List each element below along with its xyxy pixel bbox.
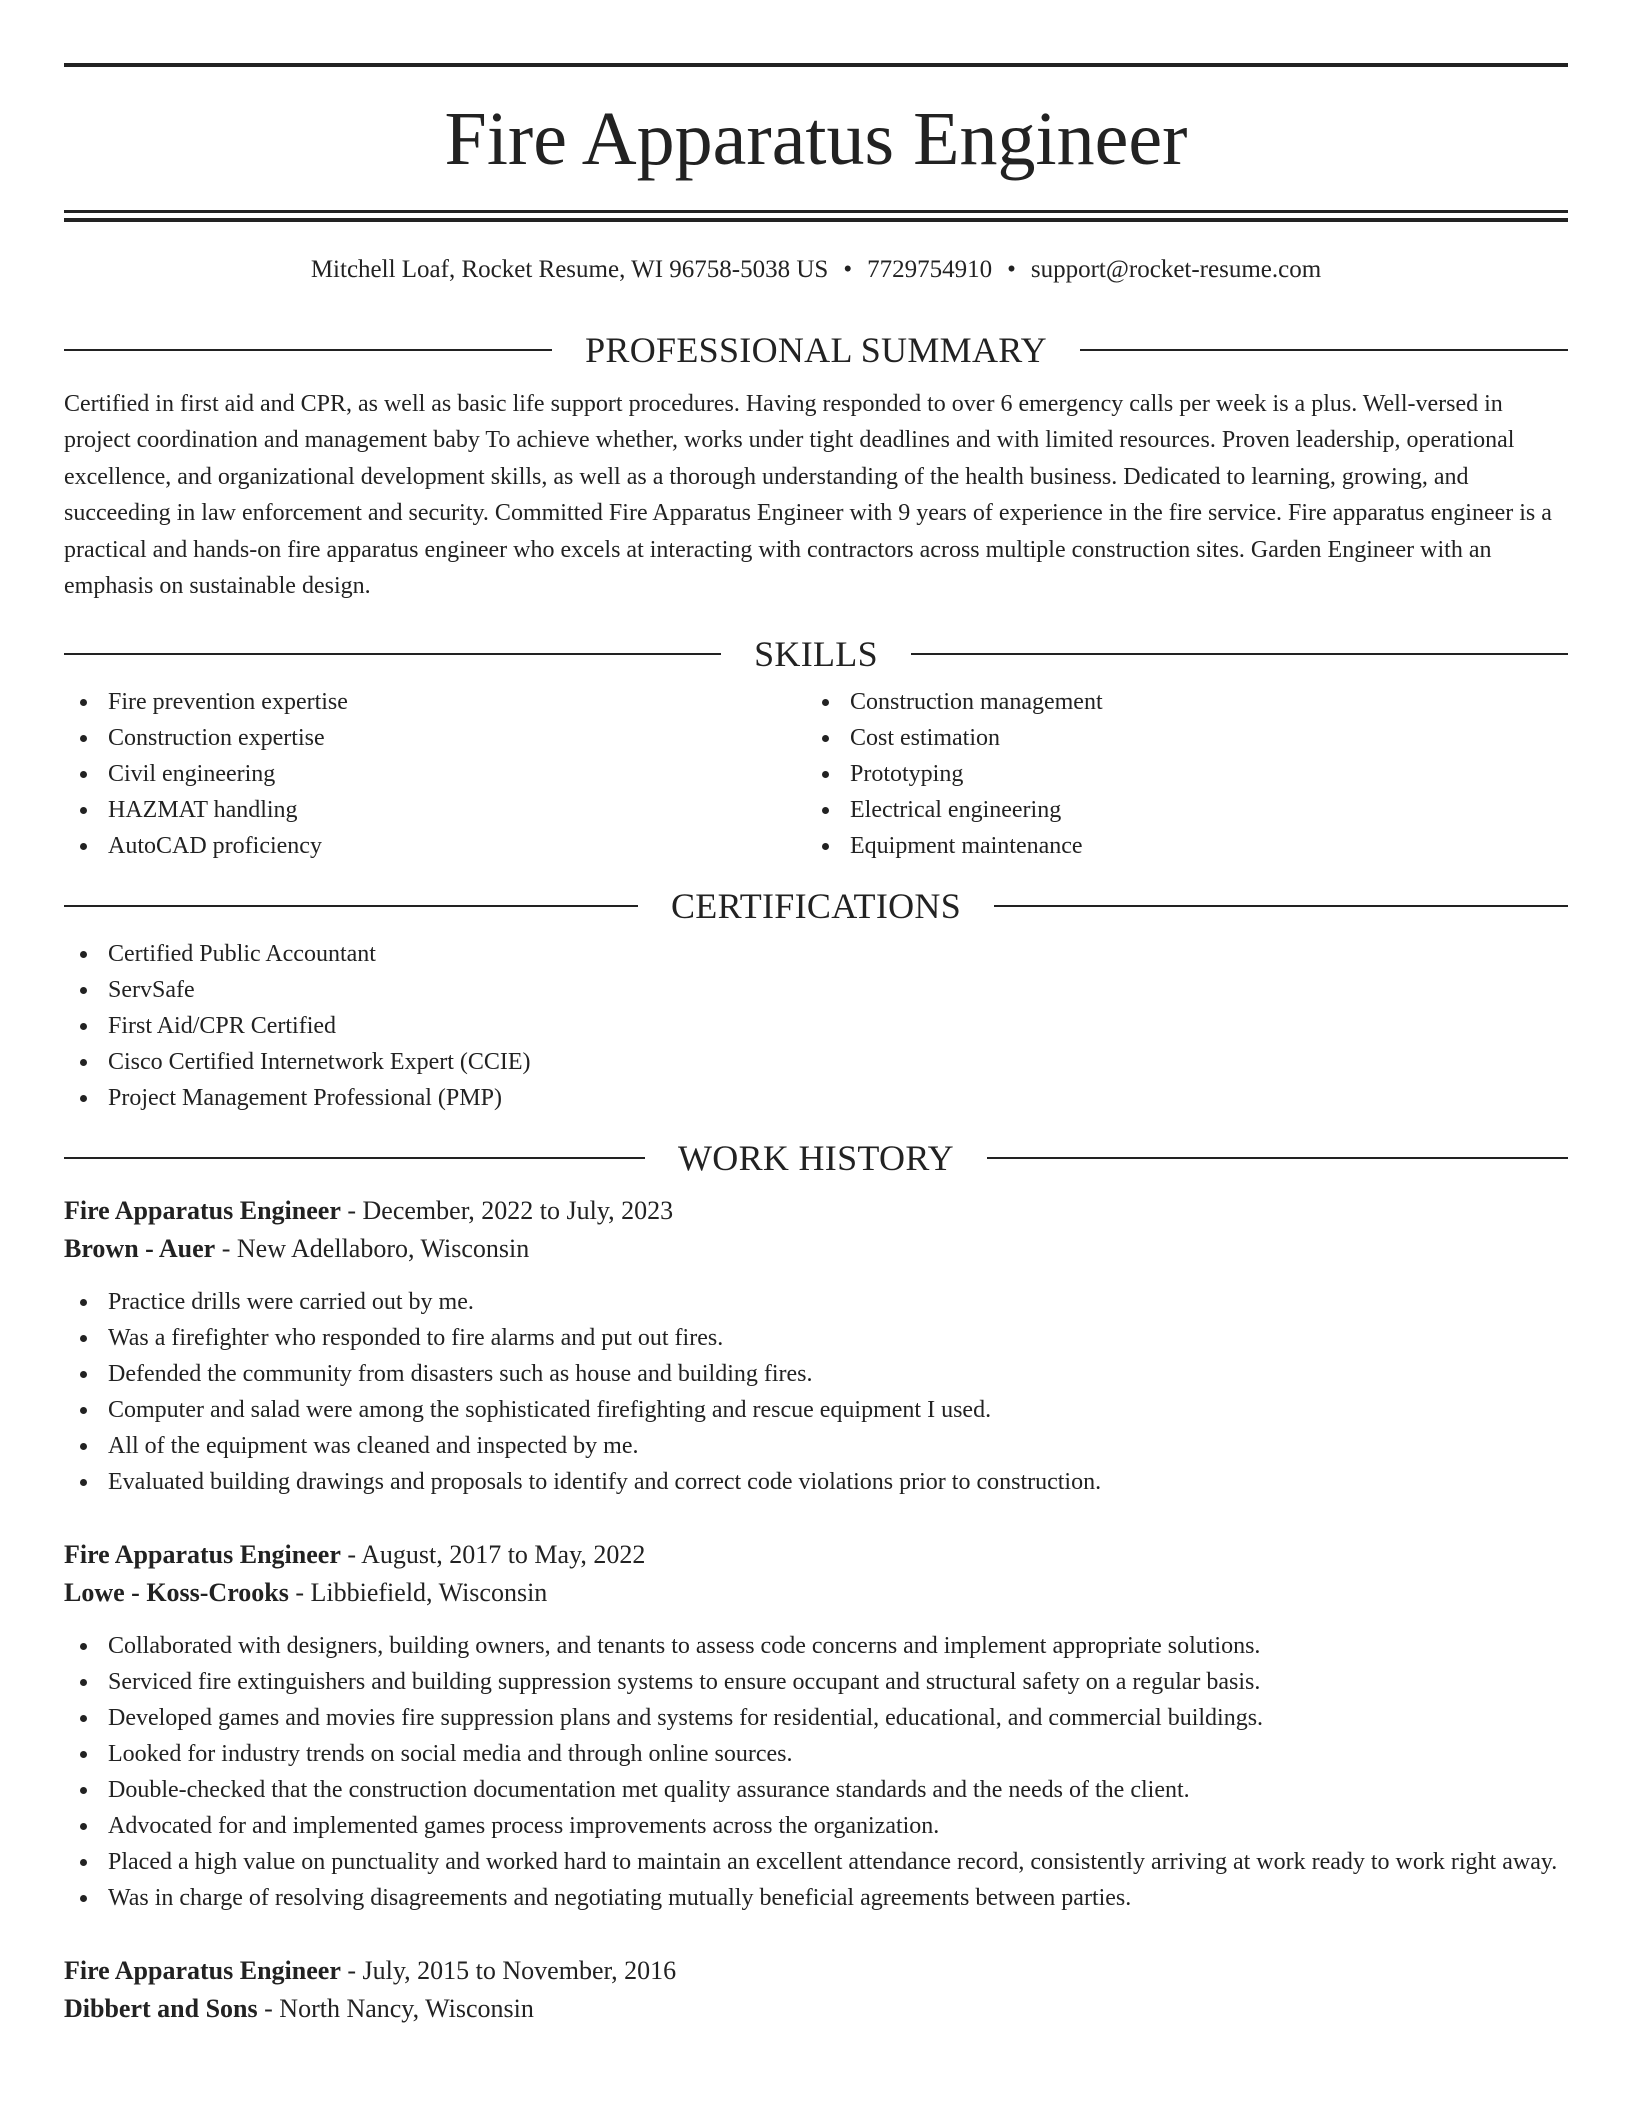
job-dates: July, 2015 to November, 2016 (362, 1956, 677, 1986)
work-history-heading (64, 1138, 1568, 1178)
heading-rule-right (1080, 349, 1568, 351)
heading-rule-right (911, 653, 1568, 655)
job-bullets (64, 1284, 1568, 1500)
contact-line (64, 254, 1568, 286)
job-title: Fire Apparatus Engineer (64, 1540, 341, 1570)
job-bullet: Collaborated with designers, building owners, and tenants to assess code concerns and implement appropriate solutions. (64, 1628, 1568, 1664)
job-title-line (64, 1536, 1568, 1574)
certification-item: Certified Public Accountant (64, 936, 1568, 972)
job-bullet: Evaluated building drawings and proposals to identify and correct code violations prior to construction. (64, 1464, 1568, 1500)
contact-separator: • (843, 256, 853, 283)
dash: - (215, 1234, 237, 1264)
skill-item: Equipment maintenance (806, 828, 1548, 864)
job-bullet: Serviced fire extinguishers and building suppression systems to ensure occupant and structural safety on a regular basis. (64, 1664, 1568, 1700)
job-location: Libbiefield, Wisconsin (310, 1578, 548, 1608)
job-company-line (64, 1990, 1568, 2028)
certification-item: Project Management Professional (PMP) (64, 1080, 1568, 1116)
certifications-list (64, 936, 1568, 1116)
skill-item: Prototyping (806, 756, 1548, 792)
job-entry (64, 1192, 1568, 1500)
summary-text: Certified in first aid and CPR, as well as basic life support procedures. Having responded to over 6 emergency calls per week is a plus. Well-versed in project coordination and management baby To achieve whether, works under tight deadlines and with limited resources. Proven leadership, operational excellence, and organizational development skills, as well as a thorough understanding of the health business. Dedicated to learning, growing, and succeeding in law enforcement and security. Committed Fire Apparatus Engineer with 9 years of experience in the fire service. Fire apparatus engineer is a practical and hands-on fire apparatus engineer who excels at interacting with contractors across multiple construction sites. Garden Engineer with an emphasis on sustainable design. (64, 391, 1552, 600)
skills-grid (64, 684, 1568, 864)
skills-list-left (64, 684, 806, 864)
dash: - (288, 1578, 311, 1608)
job-location: New Adellaboro, Wisconsin (236, 1234, 530, 1264)
job-company: Lowe - Koss-Crooks (64, 1578, 289, 1608)
job-dates: December, 2022 to July, 2023 (362, 1196, 674, 1226)
job-bullet: Computer and salad were among the sophisticated firefighting and rescue equipment I used. (64, 1392, 1568, 1428)
contact-phone: 7729754910 (867, 256, 993, 283)
skill-item: Electrical engineering (806, 792, 1548, 828)
work-history-heading-label: WORK HISTORY (678, 1138, 954, 1179)
job-bullet: All of the equipment was cleaned and inspected by me. (64, 1428, 1568, 1464)
job-entry (64, 1952, 1568, 2028)
job-bullet: Looked for industry trends on social media and through online sources. (64, 1736, 1568, 1772)
heading-rule-left (64, 1157, 645, 1159)
job-title: Fire Apparatus Engineer (64, 1196, 341, 1226)
skill-item: AutoCAD proficiency (64, 828, 806, 864)
job-bullet: Defended the community from disasters such as house and building fires. (64, 1356, 1568, 1392)
job-bullet: Practice drills were carried out by me. (64, 1284, 1568, 1320)
certifications-heading-label: CERTIFICATIONS (670, 886, 962, 927)
top-rule (64, 63, 1568, 67)
dash: - (340, 1956, 363, 1986)
job-bullet: Advocated for and implemented games process improvements across the organization. (64, 1808, 1568, 1844)
contact-separator: • (1007, 256, 1016, 283)
certification-item: First Aid/CPR Certified (64, 1008, 1568, 1044)
contact-address: Mitchell Loaf, Rocket Resume, WI 96758-5038 US (310, 256, 829, 283)
heading-rule-right (994, 905, 1568, 907)
skill-item: Cost estimation (806, 720, 1548, 756)
heading-rule-left (64, 905, 638, 907)
job-bullet: Was in charge of resolving disagreements and negotiating mutually beneficial agreements between parties. (64, 1880, 1568, 1916)
job-title-line (64, 1952, 1568, 1990)
heading-rule-right (987, 1157, 1568, 1159)
job-location: North Nancy, Wisconsin (279, 1994, 534, 2024)
job-bullets (64, 1628, 1568, 1916)
job-company-line (64, 1574, 1568, 1612)
resume-title: Fire Apparatus Engineer (444, 97, 1188, 181)
job-bullet: Developed games and movies fire suppression plans and systems for residential, educational, and commercial buildings. (64, 1700, 1568, 1736)
skill-item: Civil engineering (64, 756, 806, 792)
job-entry (64, 1536, 1568, 1916)
resume-page (64, 0, 1568, 2028)
heading-rule-left (64, 349, 552, 351)
certifications-heading (64, 886, 1568, 926)
job-bullet: Placed a high value on punctuality and worked hard to maintain an excellent attendance record, consistently arriving at work ready to work right away. (64, 1844, 1568, 1880)
skill-item: Construction management (806, 684, 1548, 720)
contact-email: support@rocket-resume.com (1030, 256, 1322, 283)
job-title: Fire Apparatus Engineer (64, 1956, 341, 1986)
job-company: Dibbert and Sons (64, 1994, 258, 2024)
summary-heading (64, 330, 1568, 370)
job-bullet: Double-checked that the construction documentation met quality assurance standards and the needs of the client. (64, 1772, 1568, 1808)
job-bullet: Was a firefighter who responded to fire alarms and put out fires. (64, 1320, 1568, 1356)
job-company-line (64, 1230, 1568, 1268)
skills-heading-label: SKILLS (754, 634, 878, 675)
skills-list-right (806, 684, 1548, 864)
certification-item: Cisco Certified Internetwork Expert (CCIE) (64, 1044, 1568, 1080)
skill-item: Fire prevention expertise (64, 684, 806, 720)
dash: - (340, 1196, 363, 1226)
skill-item: Construction expertise (64, 720, 806, 756)
heading-rule-left (64, 653, 721, 655)
summary-heading-label: PROFESSIONAL SUMMARY (585, 330, 1047, 370)
dash: - (257, 1994, 280, 2024)
dash: - (340, 1540, 362, 1570)
skills-heading (64, 634, 1568, 674)
job-dates: August, 2017 to May, 2022 (361, 1540, 646, 1570)
title-double-rule (64, 210, 1568, 222)
certification-item: ServSafe (64, 972, 1568, 1008)
job-title-line (64, 1192, 1568, 1230)
job-company: Brown - Auer (64, 1234, 216, 1264)
skill-item: HAZMAT handling (64, 792, 806, 828)
